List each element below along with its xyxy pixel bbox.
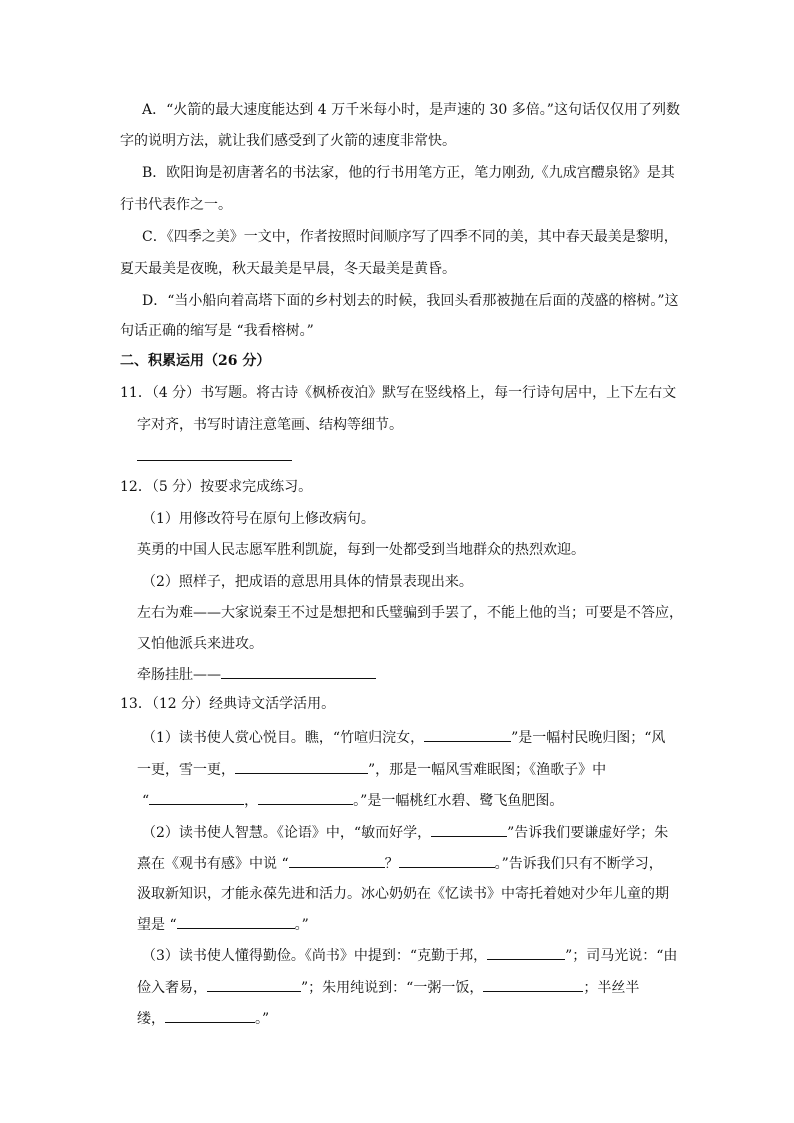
option-b-line-1: B．欧阳询是初唐著名的书法家，他的行书用笔方正，笔力刚劲,《九成宫醴泉铭》是其 bbox=[142, 165, 675, 181]
q13-3-text-b: ”；司马光说：“由 bbox=[565, 948, 678, 964]
q12-part-1: （1）用修改符号在原句上修改病句。 bbox=[142, 511, 375, 527]
q13-1-line-1 bbox=[142, 727, 665, 748]
q13-2-text-c: 熹在《观书有感》中说 “ bbox=[137, 856, 289, 872]
q13-3-blank-3[interactable] bbox=[483, 977, 583, 992]
option-a-line-2: 字的说明方法，就让我们感受到了火箭的速度非常快。 bbox=[120, 133, 456, 149]
option-d-line-1: D．“当小船向着高塔下面的乡村划去的时候，我回头看那被抛在后面的茂盛的榕树。”这 bbox=[142, 293, 679, 309]
q12-example-line-2: 又怕他派兵来进攻。 bbox=[137, 636, 263, 652]
q13-2-blank-2[interactable] bbox=[289, 853, 385, 868]
q13-1-text-b: ”是一幅村民晚归图；“风 bbox=[511, 730, 666, 746]
q13-2-text-g: 。” bbox=[294, 917, 309, 933]
q13-1-blank-3[interactable] bbox=[149, 790, 244, 805]
q13-2-line-1 bbox=[142, 822, 668, 843]
q13-1-line-2 bbox=[137, 759, 606, 780]
q13-3-text-g: 。” bbox=[255, 1011, 270, 1027]
q12-answer-blank[interactable] bbox=[221, 664, 376, 679]
q13-3-text-a: （3）读书使人懂得勤俭。《尚书》中提到：“克勤于邦， bbox=[142, 948, 488, 964]
option-a-line-1: A．“火箭的最大速度能达到 4 万千米每小时，是声速的 30 多倍。”这句话仅仅用了列数 bbox=[142, 102, 680, 118]
q13-3-line-2 bbox=[137, 977, 639, 998]
q13-2-blank-4[interactable] bbox=[177, 914, 295, 929]
q13-2-text-b: ”告诉我们要谦虚好学；朱 bbox=[507, 825, 669, 841]
q13-3-text-d: ”；朱用纯说到：“一粥一饭， bbox=[301, 980, 484, 996]
q12-part-2: （2）照样子，把成语的意思用具体的情景表现出来。 bbox=[142, 574, 473, 590]
q11-line-2: 字对齐，书写时请注意笔画、结构等细节。 bbox=[137, 417, 403, 433]
q13-1-text-g: 。”是一幅桃红水碧、鹭飞鱼肥图。 bbox=[353, 793, 564, 809]
option-d-line-2: 句话正确的缩写是 “我看榕树。” bbox=[120, 323, 314, 339]
q13-1-text-e: “ bbox=[142, 793, 150, 809]
q13-1-text-d: ”，那是一幅风雪难眠图；《渔歌子》中 bbox=[368, 762, 607, 778]
q12-heading: 12．（5 分）按要求完成练习。 bbox=[120, 479, 313, 495]
section-heading: 二、积累运用（26 分） bbox=[120, 353, 271, 369]
q13-2-line-2 bbox=[137, 853, 663, 874]
option-c-line-1: C．《四季之美》一文中，作者按照时间顺序写了四季不同的美，其中春天最美是黎明， bbox=[142, 229, 678, 245]
q13-2-blank-3[interactable] bbox=[399, 853, 495, 868]
q13-2-line-4 bbox=[137, 914, 309, 935]
q13-1-blank-1[interactable] bbox=[424, 727, 511, 742]
q13-1-blank-2[interactable] bbox=[235, 759, 368, 774]
q12-sentence: 英勇的中国人民志愿军胜利凯旋，每到一处都受到当地群众的热烈欢迎。 bbox=[137, 542, 585, 558]
q12-answer-line bbox=[137, 664, 376, 685]
q12-example-line-1: 左右为难——大家说秦王不过是想把和氏璧骗到手罢了，不能上他的当；可要是不答应， bbox=[137, 605, 683, 621]
q11-answer-blank[interactable] bbox=[137, 460, 292, 461]
q11-line-1: 11．（4 分）书写题。将古诗《枫桥夜泊》默写在竖线格上，每一行诗句居中，上下左右文 bbox=[120, 385, 677, 401]
q13-2-text-a: （2）读书使人智慧。《论语》中，“敏而好学， bbox=[142, 825, 432, 841]
q13-2-text-e: 。”告诉我们只有不断学习， bbox=[494, 856, 663, 872]
q13-3-text-c: 俭入奢易， bbox=[137, 980, 207, 996]
q13-2-line-3: 汲取新知识，才能永葆先进和活力。冰心奶奶在《忆读书》中寄托着她对少年儿童的期 bbox=[137, 886, 669, 902]
q13-1-text-c: 一更，雪一更， bbox=[137, 762, 235, 778]
q13-2-blank-1[interactable] bbox=[431, 822, 507, 837]
q13-3-blank-4[interactable] bbox=[165, 1008, 255, 1023]
q13-3-blank-2[interactable] bbox=[207, 977, 301, 992]
q13-1-text-a: （1）读书使人赏心悦目。瞧，“竹喧归浣女， bbox=[142, 730, 425, 746]
option-b-line-2: 行书代表作之一。 bbox=[120, 197, 232, 213]
q13-3-text-e: ；半丝半 bbox=[583, 980, 640, 996]
q13-1-blank-4[interactable] bbox=[258, 790, 353, 805]
q13-2-text-d: ？ bbox=[384, 856, 399, 872]
q13-3-blank-1[interactable] bbox=[487, 945, 565, 960]
q13-2-text-f: 望是 “ bbox=[137, 917, 177, 933]
q12-answer-label: 牵肠挂肚—— bbox=[137, 667, 221, 683]
q13-3-text-f: 缕， bbox=[137, 1011, 165, 1027]
q13-3-line-1 bbox=[142, 945, 677, 966]
option-c-line-2: 夏天最美是夜晚，秋天最美是早晨，冬天最美是黄昏。 bbox=[120, 261, 456, 277]
q13-heading: 13．（12 分）经典诗文活学活用。 bbox=[120, 696, 336, 712]
q13-1-text-f: ， bbox=[244, 793, 259, 809]
q13-1-line-3 bbox=[142, 790, 563, 811]
q13-3-line-3 bbox=[137, 1008, 269, 1029]
